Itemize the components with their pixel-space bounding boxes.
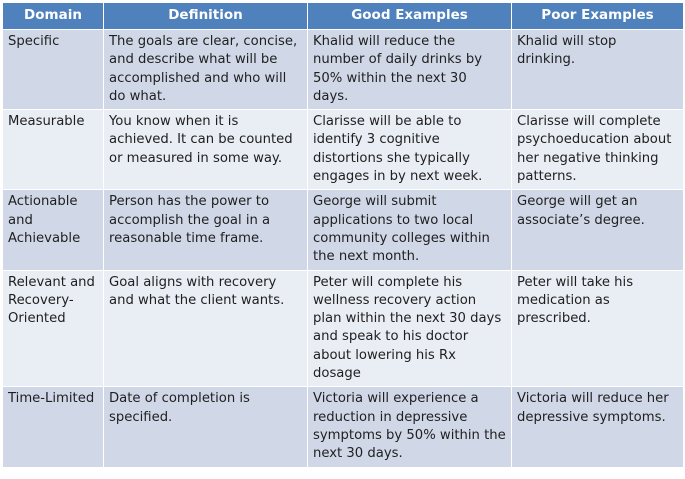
cell-domain: Actionable and Achievable bbox=[3, 190, 104, 270]
smart-goals-table bbox=[2, 2, 684, 468]
cell-definition: Date of completion is specified. bbox=[104, 387, 308, 467]
cell-domain: Measurable bbox=[3, 110, 104, 190]
cell-domain: Relevant and Recovery-Oriented bbox=[3, 270, 104, 387]
table-row-relevant bbox=[3, 270, 684, 387]
cell-poor-example: Khalid will stop drinking. bbox=[512, 30, 684, 110]
cell-domain: Time-Limited bbox=[3, 387, 104, 467]
header-definition: Definition bbox=[104, 3, 308, 30]
table-row-time-limited bbox=[3, 387, 684, 467]
header-domain: Domain bbox=[3, 3, 104, 30]
cell-poor-example: George will get an associate’s degree. bbox=[512, 190, 684, 270]
header-poor-examples: Poor Examples bbox=[512, 3, 684, 30]
cell-good-example: Peter will complete his wellness recovery action plan within the next 30 days and speak to his doctor about lowering his Rx dosage bbox=[308, 270, 512, 387]
cell-poor-example: Clarisse will complete psychoeducation about her negative thinking patterns. bbox=[512, 110, 684, 190]
header-good-examples: Good Examples bbox=[308, 3, 512, 30]
cell-definition: You know when it is achieved. It can be counted or measured in some way. bbox=[104, 110, 308, 190]
table-row-specific bbox=[3, 30, 684, 110]
cell-good-example: Clarisse will be able to identify 3 cognitive distortions she typically engages in by next week. bbox=[308, 110, 512, 190]
smart-goals-table-container bbox=[2, 2, 683, 468]
cell-definition: The goals are clear, concise, and describe what will be accomplished and who will do what. bbox=[104, 30, 308, 110]
cell-good-example: Khalid will reduce the number of daily drinks by 50% within the next 30 days. bbox=[308, 30, 512, 110]
cell-definition: Person has the power to accomplish the goal in a reasonable time frame. bbox=[104, 190, 308, 270]
table-row-measurable bbox=[3, 110, 684, 190]
cell-good-example: George will submit applications to two local community colleges within the next month. bbox=[308, 190, 512, 270]
cell-poor-example: Peter will take his medication as prescribed. bbox=[512, 270, 684, 387]
cell-poor-example: Victoria will reduce her depressive symptoms. bbox=[512, 387, 684, 467]
cell-domain: Specific bbox=[3, 30, 104, 110]
cell-good-example: Victoria will experience a reduction in depressive symptoms by 50% within the next 30 days. bbox=[308, 387, 512, 467]
header-row bbox=[3, 3, 684, 30]
table-row-actionable bbox=[3, 190, 684, 270]
cell-definition: Goal aligns with recovery and what the client wants. bbox=[104, 270, 308, 387]
